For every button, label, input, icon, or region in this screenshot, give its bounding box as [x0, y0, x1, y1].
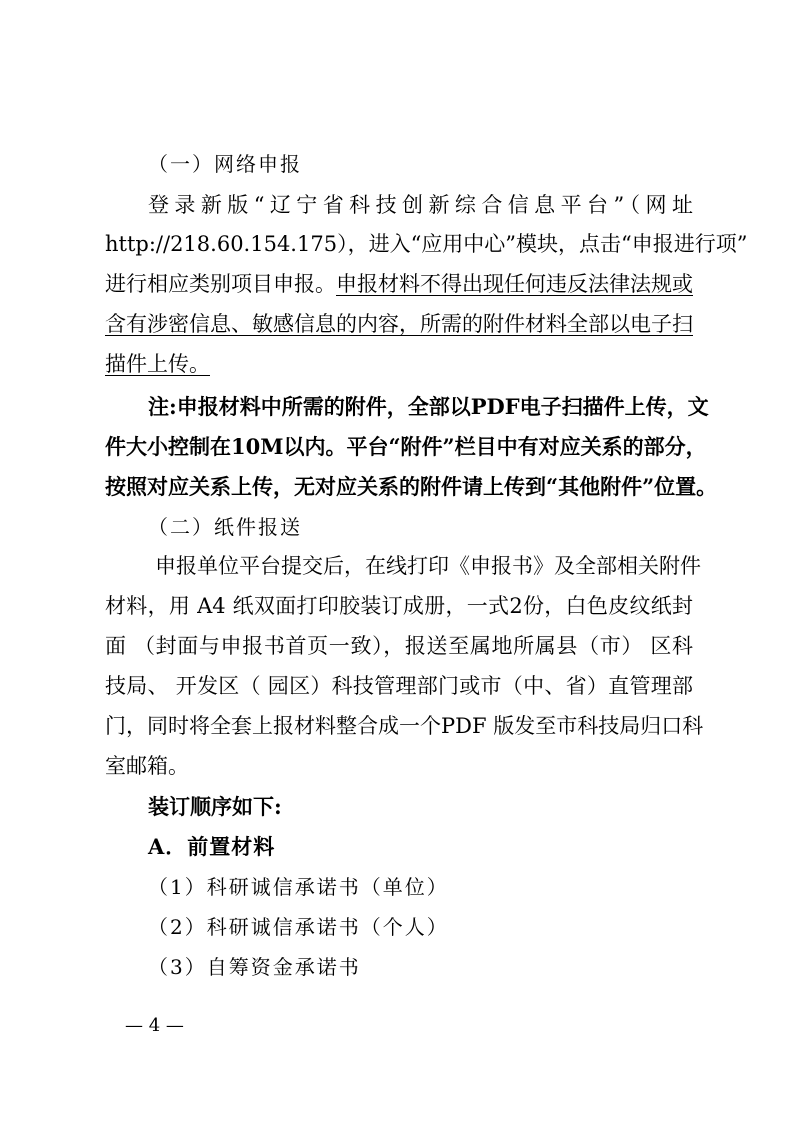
paragraph-line: 室邮箱。 — [105, 754, 189, 778]
paragraph-text: 进行相应类别项目申报。 — [105, 272, 336, 296]
note-line: 注:申报材料中所需的附件，全部以PDF电子扫描件上传，文 — [148, 394, 709, 419]
list-item: （1）科研诚信承诺书（单位） — [148, 875, 449, 899]
note-line: 件大小控制在10M以内。平台“附件”栏目中有对应关系的部分， — [105, 434, 707, 459]
underlined-requirement: 描件上传。 — [105, 352, 210, 376]
paragraph-line: 技局、 开发区（ 园区）科技管理部门或市（中、省）直管理部 — [105, 674, 693, 698]
underlined-requirement: 申报材料不得出现任何违反法律法规或 — [336, 272, 693, 296]
list-item: （3）自筹资金承诺书 — [148, 955, 361, 979]
paragraph-line: 面 （封面与申报书首页一致），报送至属地所属县（市） 区科 — [105, 634, 693, 658]
group-a-title: A．前置材料 — [148, 834, 276, 859]
page-number: — 4 — — [125, 1015, 184, 1036]
paragraph-line: 登录新版“辽宁省科技创新综合信息平台”（网址 — [148, 193, 693, 217]
binding-order-intro: 装订顺序如下: — [148, 794, 282, 819]
section-heading-online: （一）网络申报 — [148, 152, 302, 176]
paragraph-line: 申报单位平台提交后，在线打印《申报书》及全部相关附件 — [155, 554, 701, 578]
paragraph-line: http://218.60.154.175），进入“应用中心”模块，点击“申报进行项” — [105, 232, 748, 256]
paragraph-line — [105, 270, 693, 298]
underlined-requirement: 含有涉密信息、敏感信息的内容，所需的附件材料全部以电子扫 — [105, 312, 693, 336]
list-item: （2）科研诚信承诺书（个人） — [148, 915, 449, 939]
section-heading-paper: （二）纸件报送 — [148, 515, 302, 539]
paragraph-line: 材料，用 A4 纸双面打印胶装订成册，一式2份，白色皮纹纸封 — [105, 594, 693, 618]
paragraph-line: 门，同时将全套上报材料整合成一个PDF 版发至市科技局归口科 — [105, 714, 704, 738]
note-line: 按照对应关系上传，无对应关系的附件请上传到“其他附件”位置。 — [105, 474, 718, 499]
